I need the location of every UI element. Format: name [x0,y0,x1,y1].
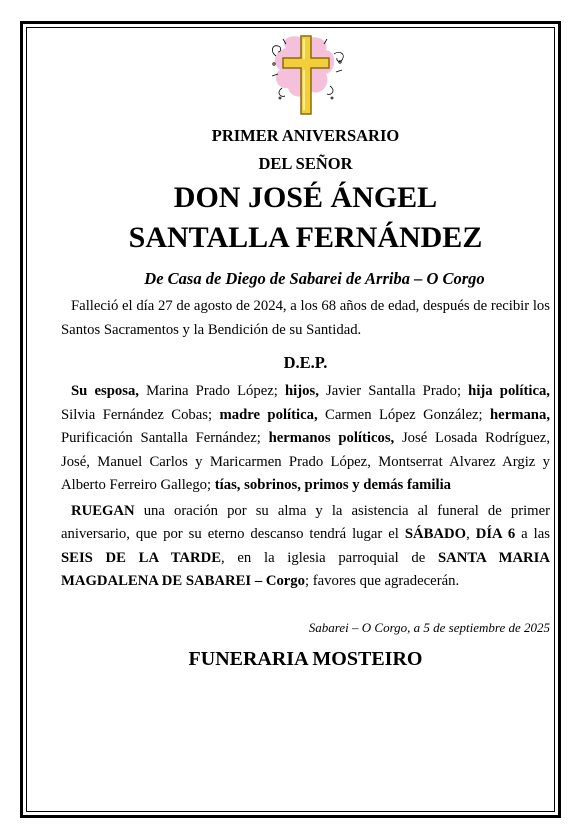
family-text: Silvia Fernández Cobas; [61,406,220,423]
honorific: DEL SEÑOR [258,154,353,173]
obituary-content [61,28,550,671]
request-text: a las [515,526,550,542]
request-text: ; favores que agradecerán. [305,573,460,589]
family-bold: hermana, [490,406,550,423]
family-bold: tías, sobrinos, primos y demás familia [214,477,451,493]
place-date: Sabarei – O Corgo, a 5 de septiembre de 2025 [308,619,550,635]
family-text: Carmen López González; [317,406,491,423]
family-text: Javier Santalla Prado; [318,383,469,399]
request-text: , en la iglesia parroquial de [221,549,438,566]
house-origin: De Casa de Diego de Sabarei de Arriba – O Corgo [144,269,485,288]
anniversary-title: PRIMER ANIVERSARIO [211,126,400,145]
family-bold: Su esposa, [71,383,139,399]
request-text: una oración por su alma y la asistencia al funeral de primer aniversario, que por su eterno descanso tendrá lugar el [61,502,550,542]
request-bold: RUEGAN [71,502,135,519]
family-text: Purificación Santalla Fernández; [61,430,269,446]
request-text: , [466,526,476,542]
family-text: Marina Prado López; [138,383,285,399]
request-bold: DÍA 6 [475,526,516,542]
request-bold: SÁBADO [404,526,467,542]
deceased-name-line2: SANTALLA FERNÁNDEZ [128,221,483,254]
cross-icon [256,28,356,124]
funeral-home: FUNERARIA MOSTEIRO [188,647,423,670]
dep-heading: D.E.P. [283,353,328,372]
family-text: José Losada Rodríguez, José, Manuel Carlos y Maricarmen Prado López, Montserrat Alvarez Argiz y Alberto Ferreiro Gallego; [61,430,550,493]
family-bold: hermanos políticos, [268,430,395,446]
funeral-request-paragraph [61,500,550,594]
family-bold: madre política, [219,406,318,423]
family-bold: hijos, [285,383,319,399]
death-notice: Falleció el día 27 de agosto de 2024, a los 68 años de edad, después de recibir los Santos Sacramentos y la Bendición de su Santidad. [61,298,550,338]
family-bold: hija política, [468,383,550,399]
emblem [61,28,550,124]
deceased-name-line1: DON JOSÉ ÁNGEL [173,181,438,214]
request-bold: SANTA MARIA MAGDALENA DE SABAREI – Corgo [61,549,550,589]
request-bold: SEIS DE LA TARDE [61,549,222,566]
family-paragraph [61,380,550,498]
